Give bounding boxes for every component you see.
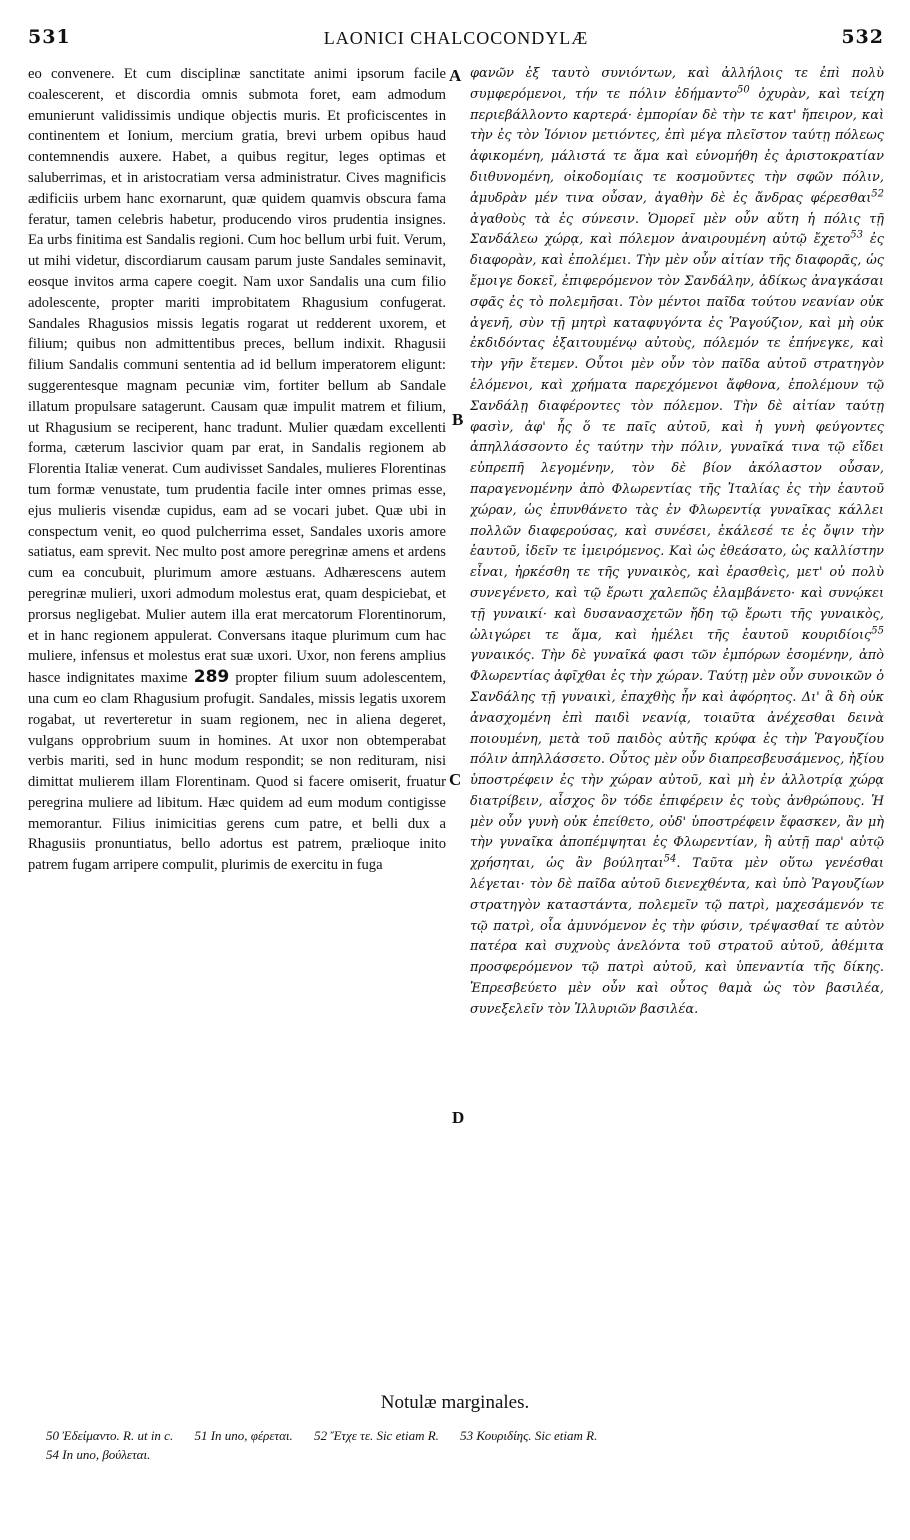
greek-text-part-3: ἀγαθοὺς τὰ ἐς σύνεσιν. Ὁμορεῖ μὲν οὖν αὕτη ἡ πόλις τῇ Σανδάλεω χώρᾳ, καὶ πόλεμον ἀναιρουμένη αὐτῷ ἔχετο <box>470 211 884 248</box>
section-marker-c: C <box>449 770 462 789</box>
latin-column <box>28 64 446 1404</box>
page-header <box>28 26 884 56</box>
section-marker-a: A <box>449 66 462 85</box>
greek-text-part-1: φανῶν ἐξ ταυτὸ συνιόντων, καὶ ἀλλήλοις τε ἐπὶ πολὺ συμφερόμενοι, τήν τε πόλιν ἐδήμαντο <box>470 66 884 102</box>
footnote-ref-50: 50 <box>736 84 750 96</box>
page-number-left: 531 <box>28 26 71 48</box>
page-reference-number: 289 <box>193 667 230 688</box>
latin-text-part-1: eo convenere. Et cum disciplinæ sanctitate animi ipsorum facile coalescerent, et discordia omnis submota foret, eam admodum emunierunt validissimis undique objectis muris. Et proficiscentes in continentem et Ionium, mercium gratia, brevi urbem opibus haud contemnendis auxere. Habet, a quibus regitur, leges optimas et saluberrimas, et in aristocratiam versa administratur. Cives magnificis ædificiis urbem hanc exornarunt, quæ quidem quamvis obscura fama feratur, tamen celebris habetur, producendo viros prudentia insignes. Ea urbs finitima est Sandalis regioni. Cum hoc bellum urbi fuit. Verum, ut mihi videtur, discordiarum causam parum juste Sandales seminavit, eosque invitos arma capere coegit. Nam uxor Sandalis una cum filio adolescente, propter mariti improbitatem Rhagusium confugerat. Sandales Rhagusios missis legatis rogarat ut redderent uxorem, et filium; quibus non admittentibus preces, bellum indixit. Rhagusii filium Sandalis communi sententia ad id bellum imperatorem eligunt: suggerentesque magnam pecuniæ vim, fortiter bellum ab Sandale illatum propulsare satagerunt. Causam quæ impulit matrem et filium, ut Rhagusium se reciperent, hanc tradunt. Mulier quædam excellenti forma, cæterum lascivior quam par erat, in Sandalis regionem ab Florentia Italiæ venerat. Cum audivisset Sandales, mulieres Florentinas tum formæ venustate, tum prudentia facile inter omnes primas esse, ejus mulieris visendæ cupidus, eam ad se vocari jubet. Quæ ubi in conspectum venit, eo quod pulcherrima esset, Sandales uxoris amore satiatus, eam sprevit. Nec multo post amore peregrinæ amens et ardens cum ea concubuit, plurimum amore æstuans. Adhærescens autem peregrinæ mulieri, uxori admodum molestus erat, quam despiciebat, et prorsus negligebat. Mulier autem illa erat mercatorum Florentinorum, et in hanc regionem appulerat. Conversans itaque plurimum cum hac muliere, infensus et molestus erat suæ uxori. Uxor, non ferens amplius hasce indignitates maxime <box>28 66 446 687</box>
latin-text-part-2: propter filium suum adolescentem, una cum eo clam Rhagusium profugit. Sandales, missis legatis uxorem rogabat, ut reverteretur in suam regionem, nec in aliena degeret, vulgans opprobrium suum in homines. At uxor non obtemperabat verbis mariti, sed in hunc modum respondit; se non redituram, nisi dimittat mulierem illam Florentinam. Quod si facere omiserit, fruatur peregrina muliere ad libitum. Hæc quidem ad eum modum contigisse memorantur. Filius inimicitias gerens cum patre, et belli dux a Rhagusiis pronuntiatus, bello adortus est patrem, prælioque inito patrem fugam arripere compulit, plurimis de exercitu in fuga <box>28 670 446 874</box>
page-number-right: 532 <box>841 26 884 48</box>
greek-text-part-4: ἐς διαφορὰν, καὶ ἐπολέμει. Τὴν μὲν οὖν αἰτίαν τῆς διαφορᾶς, ὡς ἔμοιγε δοκεῖ, ἐπιφερόμενον τὸν Σανδάλην, ἀδίκως ἀναγκάσαι σφᾶς ἐς τὸ πολεμῆσαι. Τὸν μέντοι παῖδα τούτου νεανίαν οὐκ ἀγενῆ, σὺν τῇ μητρὶ καταφυγόντα ἐς Ῥαγούζιον, καὶ μὴ οὐκ ἐκδιδόντας ἐξαιτουμένῳ αὐτοὺς, πόλεμόν τε ἐπήνεγκε, καὶ τὴν γῆν ἔτεμεν. Οὗτοι μὲν οὖν τὸν παῖδα αὐτοῦ στρατηγὸν ἑλόμενοι, καὶ χρήματα παρεχόμενοι ἄφθονα, ἐπολέμουν τῷ Σανδάλῃ διαφέροντες τὸν πόλεμον. Τὴν δὲ αἰτίαν ταύτῃ φασὶν, ἀφ' ἧς ὅ τε παῖς αὐτοῦ, καὶ ἡ γυνὴ φεύγοντες ἀπηλλάσσοντο ἐς ταύτην τὴν πόλιν, γυναῖκά τινα τῷ εἴδει εὐπρεπῆ λεγομένην, τὸν δὲ βίον ἀκόλαστον οὖσαν, παραγενομένην ἀπὸ Φλωρεντίας τῆς Ἰταλίας ἐς τὴν ἑαυτοῦ χώραν, ὡς ἐπυνθάνετο τὰς ἐν Φλωρεντίᾳ γυναῖκας κάλλει πολλῶν διαφερούσας, καὶ συνέσει, ἐκάλεσέ τε ἐς ὄψιν τὴν ἑαυτοῦ, ἰδεῖν τε ἱμειρόμενος. Καὶ ὡς ἐθεάσατο, ὡς καλλίστην εἶναι, ἠρκέσθη τε τῆς γυναικὸς, καὶ ἐρασθεὶς, μετ' οὐ πολὺ συνεγένετο, καὶ τῷ ἔρωτι χαλεπῶς ἐλαμβάνετο· καὶ συνῴκει τῇ γυναικί· καὶ δυσανασχετῶν ἤδη τῷ ἔρωτι τῆς γυναικὸς, ὠλιγώρει τε ἅμα, καὶ ἠμέλει τῆς ἑαυτοῦ κουριδίοις <box>470 232 884 643</box>
footnote-ref-53: 53 <box>850 230 863 242</box>
section-marker-d: D <box>452 1108 465 1127</box>
greek-text-part-6: . Ταῦτα μὲν οὕτω γενέσθαι λέγεται· τὸν δὲ παῖδα αὐτοῦ διενεχθέντα, καὶ ὑπὸ Ῥαγουζίων στρατηγὸν καταστάντα, πολεμεῖν τῷ πατρὶ, μαχεσάμενόν τε τῷ πατρὶ, οἷα ἀμυνόμενον ἐς τὴν φύσιν, τρέψασθαί τε αὐτὸν πατέρα καὶ συχνοὺς ἀνελόντα τοῦ στρατοῦ αὐτοῦ, ἀθέμιτα προσφερόμενον τῷ πατρὶ αὐτοῦ, καὶ ὑπεναντία τῆς δίκης. Ἐπρεσβεύετο μὲν οὖν καὶ οὗτος θαμὰ ὡς τὸν βασιλέα, συνεξελεῖν τὸν Ἰλλυριῶν βασιλέα. <box>470 856 884 1017</box>
section-marker-b: B <box>452 410 464 429</box>
greek-text-part-2: ὀχυρὰν, καὶ τείχη περιεβάλλοντο καρτερά· ἐμπορίαν δὲ τὴν τε κατ' ἤπειρον, καὶ τὴν ἐς τὸν Ἰόνιον μετιόντες, ἐπὶ μέγα πλεῖστον ταύτῃ πόλεως ἀφικομένη, μάλιστά τε ἅμα καὶ εὐνομήθη ἐς ἀριστοκρατίαν διιθυνομένη, οἰκοδομίαις τε κοσμοῦντες τὴν σφῶν πόλιν, ἀμυδρὰν μέν τινα οὖσαν, ἀγαθὴν δὲ ἐς ἄνδρας φέρεσθαι <box>470 86 884 206</box>
marginal-note: 51 In uno, φέρεται. <box>194 1428 293 1443</box>
footnote-ref-55: 55 <box>871 625 884 637</box>
greek-text-part-5: γυναικός. Τὴν δὲ γυναῖκά φασι τῶν ἐμπόρων ἐσομένην, ἀπὸ Φλωρεντίας ἀφῖχθαι ἐς τὴν χώραν. Ταύτῃ μὲν οὖν συνοικῶν ὁ Σανδάλης τῇ γυναικὶ, ἐπαχθὴς ἦν καὶ ἀφόρητος. Δι' ἃ δὴ οὐκ ἀνασχομένη ἐπὶ παιδὶ νεανίᾳ, τοιαῦτα ἀνέχεσθαι δεινὰ ποιουμένη, μετὰ τοῦ παιδὸς αὐτῆς κρύφα ἐς τὴν Ῥαγουζίου πόλιν ἀπηλλάσσετο. Οὗτος μὲν οὖν διαπρεσβευσάμενος, ἠξίου ὑποστρέφειν ἐς τὴν χώραν αὐτοῦ, καὶ μὴ ἐν ἀλλοτρίᾳ χώρᾳ διατρίβειν, αἶσχος ὃν τόδε ἐπιφέρειν ἐς τοὺς ἀνθρώπους. Ἡ μὲν οὖν γυνὴ οὐκ ἐπείθετο, οὐδ' ὑποστρέφειν ἔφασκεν, ἂν μὴ τὴν γυναῖκα ἀποπέμψηται ἐς Φλωρεντίαν, ἢ αὐτῇ παρ' αὐτῷ χρήσηται, ὡς ἂν βούληται <box>470 648 884 872</box>
marginal-note: 53 Κουριδίης. Sic etiam R. <box>460 1428 598 1443</box>
latin-text <box>28 64 446 876</box>
marginal-note: 52 Ἔτχε τε. Sic etiam R. <box>314 1428 439 1443</box>
marginal-note: 54 In uno, βούλεται. <box>46 1447 151 1462</box>
marginal-note: 50 Ἐδείμαντο. R. ut in c. <box>46 1428 174 1443</box>
marginal-notes-title: Notulæ marginales. <box>380 1392 530 1413</box>
greek-text <box>470 64 884 1021</box>
running-title: LAONICI CHALCOCONDYLÆ <box>323 28 589 48</box>
marginal-notes <box>46 1426 876 1464</box>
greek-column <box>470 64 884 1404</box>
footnote-ref-54: 54 <box>663 853 677 865</box>
footnote-ref-52: 52 <box>871 188 884 200</box>
